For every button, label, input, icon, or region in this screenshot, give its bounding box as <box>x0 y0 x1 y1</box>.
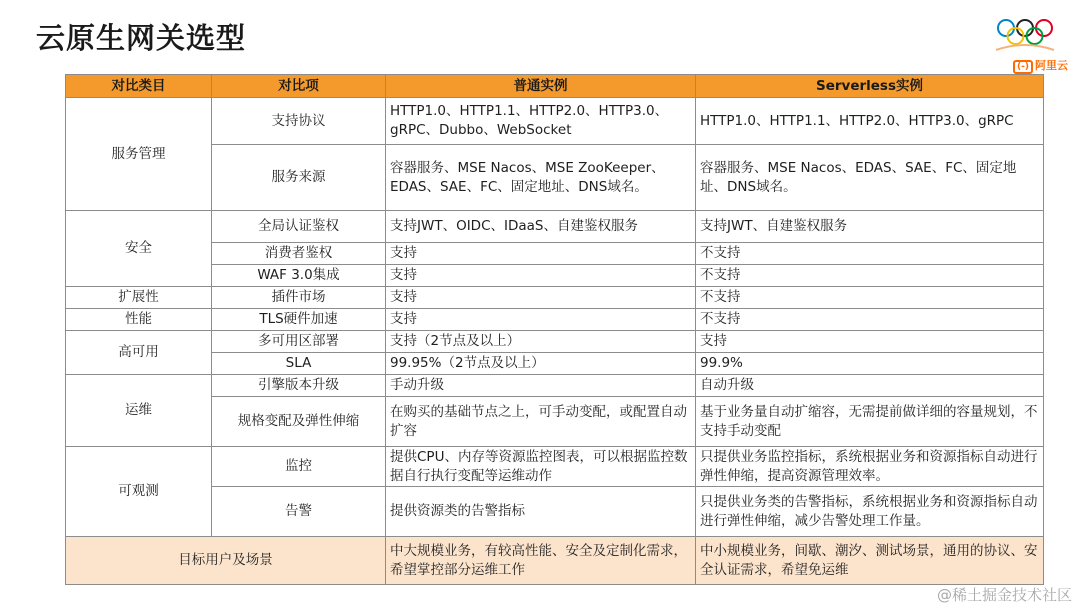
normal-cell: HTTP1.0、HTTP1.1、HTTP2.0、HTTP3.0、gRPC、Dubbo、WebSocket <box>386 98 696 145</box>
serverless-cell: 不支持 <box>696 243 1044 265</box>
serverless-cell: 只提供业务类的告警指标，系统根据业务和资源指标自动进行弹性伸缩，减少告警处理工作量。 <box>696 487 1044 537</box>
item-cell: TLS硬件加速 <box>212 309 386 331</box>
table-row <box>66 397 1044 447</box>
normal-cell: 支持（2节点及以上） <box>386 331 696 353</box>
table-row <box>66 309 1044 331</box>
normal-cell: 支持 <box>386 287 696 309</box>
table-row <box>66 331 1044 353</box>
item-cell: 引擎版本升级 <box>212 375 386 397</box>
normal-cell: 中大规模业务，有较高性能、安全及定制化需求，希望掌控部分运维工作 <box>386 537 696 585</box>
serverless-cell: 不支持 <box>696 287 1044 309</box>
item-cell: 告警 <box>212 487 386 537</box>
table-row <box>66 145 1044 211</box>
header-item: 对比项 <box>212 75 386 98</box>
category-cell: 目标用户及场景 <box>66 537 386 585</box>
item-cell: 全局认证鉴权 <box>212 211 386 243</box>
normal-cell: 99.95%（2节点及以上） <box>386 353 696 375</box>
normal-cell: 支持 <box>386 243 696 265</box>
table-row-target <box>66 537 1044 585</box>
normal-cell: 支持 <box>386 265 696 287</box>
comparison-table <box>65 74 1044 585</box>
serverless-cell: 支持 <box>696 331 1044 353</box>
item-cell: 规格变配及弹性伸缩 <box>212 397 386 447</box>
category-cell: 运维 <box>66 375 212 447</box>
serverless-cell: 中小规模业务，间歇、潮汐、测试场景，通用的协议、安全认证需求，希望免运维 <box>696 537 1044 585</box>
serverless-cell: 只提供业务监控指标，系统根据业务和资源指标自动进行弹性伸缩，提高资源管理效率。 <box>696 447 1044 487</box>
alibaba-cloud-logo: (-) 阿里云 <box>1013 57 1068 73</box>
normal-cell: 支持JWT、OIDC、IDaaS、自建鉴权服务 <box>386 211 696 243</box>
category-cell: 性能 <box>66 309 212 331</box>
page-title: 云原生网关选型 <box>36 21 247 55</box>
item-cell: 消费者鉴权 <box>212 243 386 265</box>
serverless-cell: 99.9% <box>696 353 1044 375</box>
table-row <box>66 447 1044 487</box>
normal-cell: 提供资源类的告警指标 <box>386 487 696 537</box>
brand-text: 阿里云 <box>1035 59 1068 72</box>
table-row <box>66 243 1044 265</box>
normal-cell: 在购买的基础节点之上，可手动变配，或配置自动扩容 <box>386 397 696 447</box>
table-row <box>66 211 1044 243</box>
header-normal: 普通实例 <box>386 75 696 98</box>
item-cell: 服务来源 <box>212 145 386 211</box>
serverless-cell: 支持JWT、自建鉴权服务 <box>696 211 1044 243</box>
normal-cell: 提供CPU、内存等资源监控图表，可以根据监控数据自行执行变配等运维动作 <box>386 447 696 487</box>
item-cell: 监控 <box>212 447 386 487</box>
category-cell: 高可用 <box>66 331 212 375</box>
serverless-cell: 不支持 <box>696 265 1044 287</box>
table-row <box>66 375 1044 397</box>
watermark: @稀土掘金技术社区 <box>936 586 1072 604</box>
item-cell: WAF 3.0集成 <box>212 265 386 287</box>
table-row <box>66 353 1044 375</box>
category-cell: 可观测 <box>66 447 212 537</box>
serverless-cell: 基于业务量自动扩缩容，无需提前做详细的容量规划，不支持手动变配 <box>696 397 1044 447</box>
category-cell: 安全 <box>66 211 212 287</box>
item-cell: 支持协议 <box>212 98 386 145</box>
item-cell: SLA <box>212 353 386 375</box>
normal-cell: 手动升级 <box>386 375 696 397</box>
header-serverless: Serverless实例 <box>696 75 1044 98</box>
serverless-cell: 容器服务、MSE Nacos、EDAS、SAE、FC、固定地址、DNS域名。 <box>696 145 1044 211</box>
table-row <box>66 98 1044 145</box>
table-row <box>66 287 1044 309</box>
item-cell: 插件市场 <box>212 287 386 309</box>
serverless-cell: 自动升级 <box>696 375 1044 397</box>
category-cell: 扩展性 <box>66 287 212 309</box>
serverless-cell: 不支持 <box>696 309 1044 331</box>
serverless-cell: HTTP1.0、HTTP1.1、HTTP2.0、HTTP3.0、gRPC <box>696 98 1044 145</box>
header-category: 对比类目 <box>66 75 212 98</box>
table-header-row <box>66 75 1044 98</box>
item-cell: 多可用区部署 <box>212 331 386 353</box>
table-row <box>66 265 1044 287</box>
normal-cell: 支持 <box>386 309 696 331</box>
table-row <box>66 487 1044 537</box>
normal-cell: 容器服务、MSE Nacos、MSE ZooKeeper、EDAS、SAE、FC、固定地址、DNS域名。 <box>386 145 696 211</box>
category-cell: 服务管理 <box>66 98 212 211</box>
